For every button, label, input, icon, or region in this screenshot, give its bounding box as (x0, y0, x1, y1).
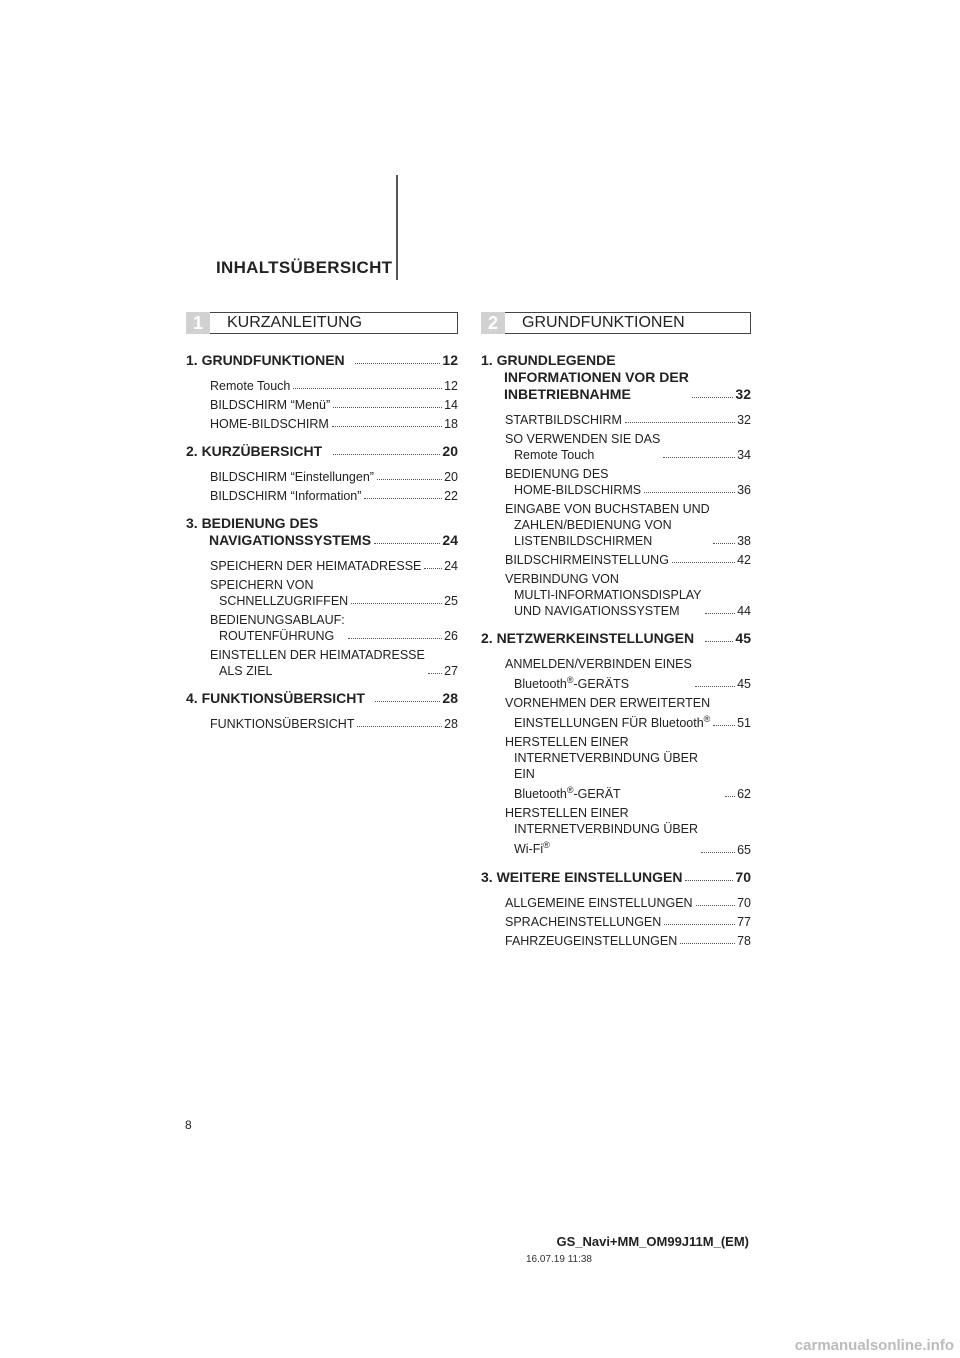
entry-page-number: 14 (444, 398, 458, 412)
entry-page-number: 45 (737, 677, 751, 692)
toc-topic-entry[interactable] (481, 571, 751, 619)
entry-title: SO VERWENDEN SIE DAS Remote Touch (505, 432, 661, 462)
dot-leader (680, 943, 735, 944)
section-number: 1 (186, 312, 210, 334)
entry-title: BILDSCHIRM “Menü” (210, 398, 331, 412)
entry-page-number: 51 (737, 716, 751, 731)
entry-title: VORNEHMEN DER ERWEITERTEN EINSTELLUNGEN FÜR Bluetooth® (505, 696, 711, 731)
toc-chapter-entry[interactable] (186, 443, 458, 460)
toc-chapter-entry[interactable] (186, 352, 458, 369)
toc-topic-entry[interactable] (186, 647, 458, 679)
toc-topic-entry[interactable] (481, 914, 751, 930)
dot-leader (428, 673, 442, 674)
dot-leader (293, 388, 442, 389)
toc-topic-entry[interactable] (481, 895, 751, 911)
toc-topic-entry[interactable] (186, 716, 458, 732)
entry-title: BILDSCHIRM “Information” (210, 489, 362, 503)
dot-leader (644, 492, 735, 493)
dot-leader (705, 613, 736, 614)
entry-page-number: 77 (737, 914, 751, 929)
toc-topic-entry[interactable] (481, 552, 751, 568)
section-title: GRUNDFUNKTIONEN (505, 312, 751, 334)
entry-page-number: 34 (737, 448, 751, 462)
dot-leader (374, 543, 440, 544)
toc-topic-entry[interactable] (186, 416, 458, 432)
entry-title: VERBINDUNG VON MULTI-INFORMATIONSDISPLAY UND NAVIGATIONSSYSTEM (505, 572, 702, 618)
entry-page-number: 12 (442, 352, 458, 368)
toc-topic-entry[interactable] (481, 412, 751, 428)
entry-title: STARTBILDSCHIRM (505, 413, 622, 427)
entry-page-number: 20 (444, 470, 458, 484)
entry-page-number: 28 (442, 690, 458, 706)
entry-page-number: 25 (444, 594, 458, 608)
entry-page-number: 38 (737, 534, 751, 548)
dot-leader (713, 725, 735, 726)
dot-leader (351, 603, 442, 604)
entry-page-number: 24 (442, 532, 458, 548)
toc-topic-entry[interactable] (186, 488, 458, 504)
document-code: GS_Navi+MM_OM99J11M_(EM) (556, 1234, 749, 1249)
header-divider (396, 175, 398, 280)
dot-leader (424, 568, 442, 569)
entry-page-number: 26 (444, 629, 458, 643)
entry-title: HOME-BILDSCHIRM (210, 417, 329, 431)
entry-title: EINGABE VON BUCHSTABEN UND ZAHLEN/BEDIENUNG VON LISTENBILDSCHIRMEN (505, 502, 710, 548)
entry-page-number: 18 (444, 417, 458, 431)
entry-title: 2. KURZÜBERSICHT (186, 443, 323, 459)
section-number: 2 (481, 312, 505, 334)
print-timestamp: 16.07.19 11:38 (526, 1254, 592, 1265)
dot-leader (357, 726, 442, 727)
page-title: INHALTSÜBERSICHT (216, 258, 393, 277)
dot-leader (348, 638, 442, 639)
dot-leader (333, 407, 442, 408)
toc-topic-entry[interactable] (186, 577, 458, 609)
dot-leader (685, 880, 733, 881)
entry-page-number: 65 (737, 842, 751, 857)
entry-page-number: 70 (737, 895, 751, 910)
dot-leader (364, 498, 442, 499)
dot-leader (705, 641, 734, 642)
entry-title: 4. FUNKTIONSÜBERSICHT (186, 690, 365, 706)
section-title: KURZANLEITUNG (210, 312, 458, 334)
dot-leader (333, 454, 441, 455)
toc-list (481, 352, 751, 949)
entry-page-number: 70 (735, 868, 751, 885)
toc-topic-entry[interactable] (481, 695, 751, 731)
toc-topic-entry[interactable] (186, 397, 458, 413)
entry-page-number: 24 (444, 559, 458, 573)
dot-leader (663, 457, 735, 458)
dot-leader (672, 562, 735, 563)
toc-column-1 (186, 312, 458, 732)
watermark-logo: carmanualsonline.info (794, 1337, 954, 1354)
entry-title: HERSTELLEN EINER INTERNETVERBINDUNG ÜBER Wi-Fi® (505, 806, 699, 857)
dot-leader (375, 701, 440, 702)
entry-title: 1. GRUNDFUNKTIONEN (186, 352, 345, 368)
toc-topic-entry[interactable] (481, 501, 751, 549)
entry-title: BEDIENUNG DES HOME-BILDSCHIRMS (505, 467, 642, 497)
section-header-2 (481, 312, 751, 334)
entry-title: 1. GRUNDLEGENDE INFORMATIONEN VOR DER INBETRIEBNAHME (481, 352, 689, 402)
entry-page-number: 36 (737, 483, 751, 497)
entry-title: SPRACHEINSTELLUNGEN (505, 914, 662, 929)
toc-topic-entry[interactable] (481, 656, 751, 692)
entry-title: BILDSCHIRMEINSTELLUNG (505, 553, 669, 567)
entry-title: EINSTELLEN DER HEIMATADRESSE ALS ZIEL (210, 648, 425, 678)
dot-leader (695, 686, 735, 687)
entry-title: ANMELDEN/VERBINDEN EINES Bluetooth®-GERÄTS (505, 657, 692, 692)
entry-page-number: 32 (735, 386, 751, 402)
entry-title: BILDSCHIRM “Einstellungen” (210, 470, 374, 484)
entry-page-number: 12 (444, 379, 458, 393)
toc-chapter-entry[interactable] (186, 690, 458, 707)
section-header-1 (186, 312, 458, 334)
dot-leader (713, 543, 735, 544)
toc-chapter-entry[interactable] (481, 630, 751, 647)
entry-page-number: 45 (735, 630, 751, 646)
entry-page-number: 20 (442, 443, 458, 459)
toc-topic-entry[interactable] (481, 431, 751, 463)
toc-topic-entry[interactable] (481, 466, 751, 498)
toc-topic-entry[interactable] (186, 612, 458, 644)
toc-chapter-entry[interactable] (186, 515, 458, 549)
dot-leader (725, 796, 735, 797)
dot-leader (692, 397, 734, 398)
entry-page-number: 28 (444, 717, 458, 731)
entry-page-number: 32 (737, 413, 751, 427)
toc-list (186, 352, 458, 732)
entry-title: 3. BEDIENUNG DES NAVIGATIONSSYSTEMS (186, 515, 372, 548)
toc-chapter-entry[interactable] (481, 869, 751, 886)
entry-title: ALLGEMEINE EINSTELLUNGEN (505, 895, 693, 910)
entry-page-number: 22 (444, 489, 458, 503)
toc-column-2 (481, 312, 751, 949)
page-number: 8 (185, 1118, 192, 1132)
entry-page-number: 27 (444, 664, 458, 678)
toc-chapter-entry[interactable] (481, 352, 751, 403)
toc-topic-entry[interactable] (481, 933, 751, 949)
dot-leader (696, 905, 736, 906)
entry-page-number: 42 (737, 553, 751, 567)
entry-page-number: 78 (737, 933, 751, 948)
dot-leader (664, 924, 735, 925)
entry-title: HERSTELLEN EINER INTERNETVERBINDUNG ÜBER EIN Bluetooth®-GERÄT (505, 735, 699, 802)
toc-topic-entry[interactable] (186, 558, 458, 574)
dot-leader (625, 422, 735, 423)
entry-title: Remote Touch (210, 379, 291, 393)
entry-title: SPEICHERN VON SCHNELLZUGRIFFEN (210, 578, 349, 608)
entry-title: FAHRZEUGEINSTELLUNGEN (505, 933, 678, 948)
toc-topic-entry[interactable] (481, 734, 751, 802)
dot-leader (701, 852, 735, 853)
entry-title: 3. WEITERE EINSTELLUNGEN (481, 868, 683, 885)
entry-title: SPEICHERN DER HEIMATADRESSE (210, 559, 422, 573)
entry-title: 2. NETZWERKEINSTELLUNGEN (481, 630, 695, 646)
entry-page-number: 44 (737, 604, 751, 618)
entry-title: FUNKTIONSÜBERSICHT (210, 717, 355, 731)
entry-title: BEDIENUNGSABLAUF: ROUTENFÜHRUNG (210, 613, 345, 643)
entry-page-number: 62 (737, 787, 751, 802)
toc-topic-entry[interactable] (481, 805, 751, 857)
toc-topic-entry[interactable] (186, 378, 458, 394)
toc-topic-entry[interactable] (186, 469, 458, 485)
dot-leader (355, 363, 440, 364)
dot-leader (377, 479, 442, 480)
dot-leader (332, 426, 442, 427)
